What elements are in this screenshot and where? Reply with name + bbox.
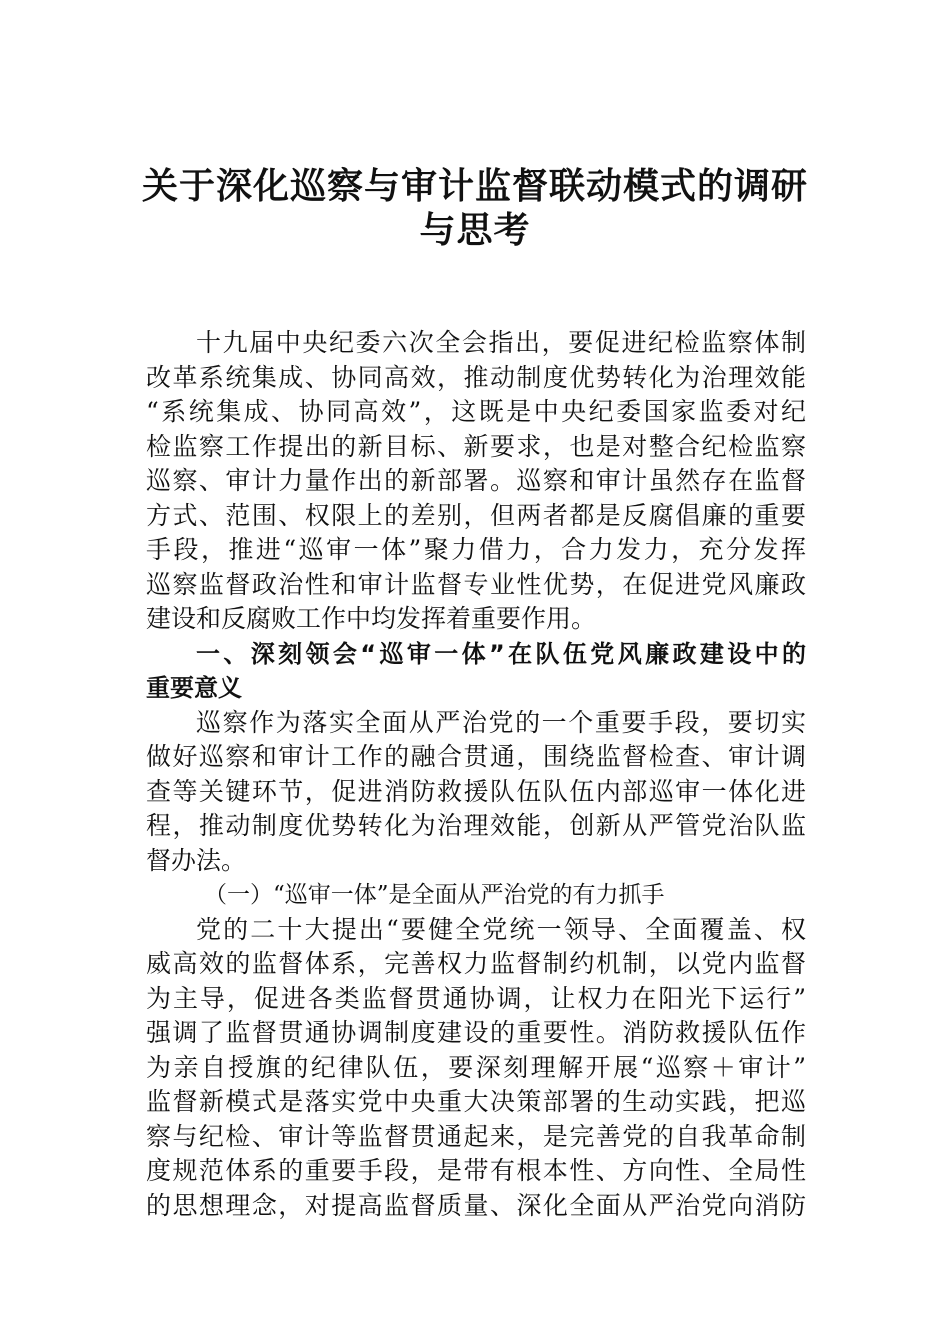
paragraph-1-line: 方式、范围、权限上的差别，但两者都是反腐倡廉的重要 (146, 500, 806, 530)
section-heading-1: 一、深刻领会“巡审一体”在队伍党风廉政建设中的 (196, 639, 806, 668)
paragraph-1-line: 巡察监督政治性和审计监督专业性优势，在促进党风廉政 (146, 569, 806, 599)
paragraph-3-line: 为主导，促进各类监督贯通协调，让权力在阳光下运行” (146, 983, 806, 1013)
document-body (146, 326, 806, 1223)
paragraph-1-line: 检监察工作提出的新目标、新要求，也是对整合纪检监察 (146, 431, 806, 461)
paragraph-1-line: 手段，推进“巡审一体”聚力借力，合力发力，充分发挥 (146, 535, 806, 564)
paragraph-1-line: 十九届中央纪委六次全会指出，要促进纪检监察体制 (196, 328, 806, 357)
paragraph-2-line: 督办法。 (146, 845, 247, 875)
subsection-heading-1: （一）“巡审一体”是全面从严治党的有力抓手 (204, 882, 665, 908)
paragraph-2-line: 巡察作为落实全面从严治党的一个重要手段，要切实 (196, 707, 806, 737)
paragraph-3-line: 威高效的监督体系，完善权力监督制约机制，以党内监督 (146, 949, 806, 978)
paragraph-3-line: 党的二十大提出“要健全党统一领导、全面覆盖、权 (196, 914, 806, 944)
paragraph-2-line: 做好巡察和审计工作的融合贯通，围绕监督检查、审计调 (146, 742, 806, 771)
paragraph-3-line: 为亲自授旗的纪律队伍，要深刻理解开展“巡察＋审计” (146, 1052, 806, 1082)
document-title-line-2: 与思考 (419, 209, 531, 251)
paragraph-2-line: 程，推动制度优势转化为治理效能，创新从严管党治队监 (146, 811, 806, 840)
paragraph-1-line: 改革系统集成、协同高效，推动制度优势转化为治理效能 (146, 362, 806, 392)
paragraph-2-line: 查等关键环节，促进消防救援队伍队伍内部巡审一体化进 (146, 776, 806, 806)
paragraph-1-line: 建设和反腐败工作中均发挥着重要作用。 (146, 604, 597, 633)
paragraph-3-line: 的思想理念，对提高监督质量、深化全面从严治党向消防 (146, 1190, 806, 1220)
paragraph-3-line: 察与纪检、审计等监督贯通起来，是完善党的自我革命制 (146, 1121, 806, 1151)
section-heading-1-cont: 重要意义 (146, 674, 242, 702)
paragraph-1-line: 巡察、审计力量作出的新部署。巡察和审计虽然存在监督 (146, 466, 806, 495)
paragraph-3-line: 度规范体系的重要手段，是带有根本性、方向性、全局性 (146, 1156, 806, 1185)
document-title-line-1: 关于深化巡察与审计监督联动模式的调研 (141, 165, 808, 207)
paragraph-3-line: 监督新模式是落实党中央重大决策部署的生动实践，把巡 (146, 1087, 806, 1116)
paragraph-1-line: “系统集成、协同高效”，这既是中央纪委国家监委对纪 (146, 397, 806, 426)
paragraph-3-line: 强调了监督贯通协调制度建设的重要性。消防救援队伍作 (146, 1018, 806, 1047)
